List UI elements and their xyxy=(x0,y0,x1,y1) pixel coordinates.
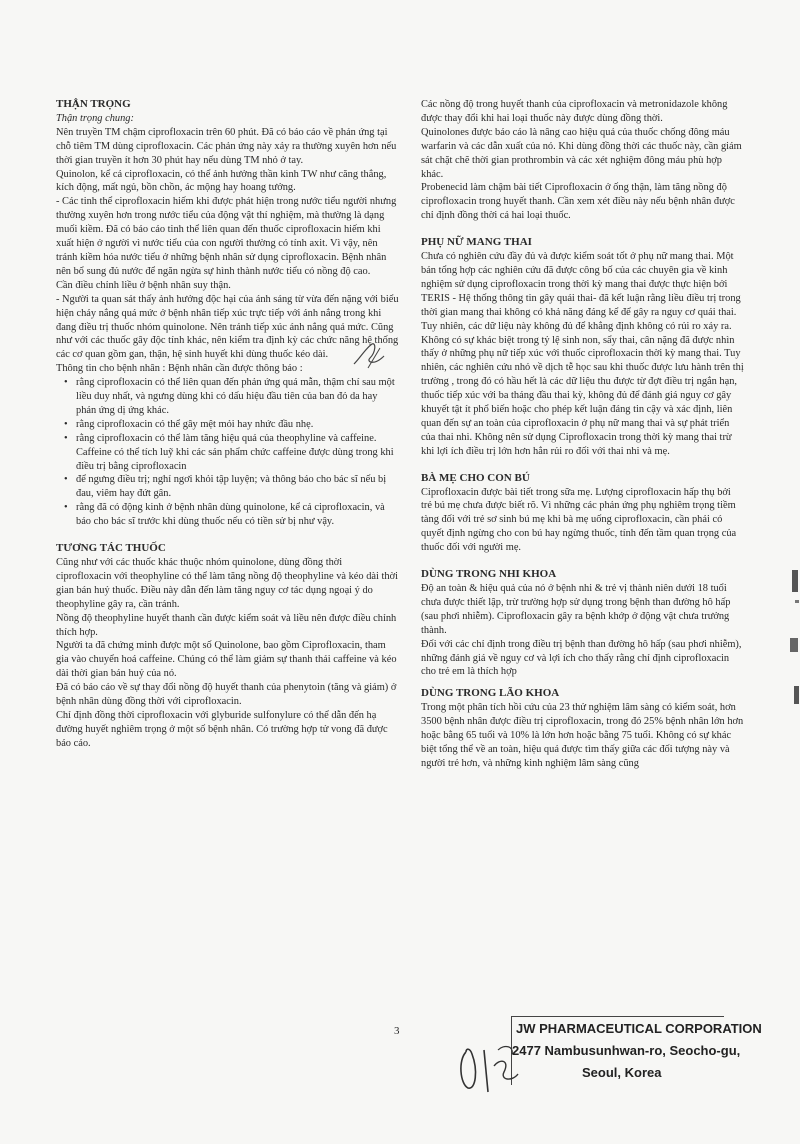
paragraph: Ciprofloxacin được bài tiết trong sữa mẹ. Lượng ciprofloxacin hấp thụ bởi trẻ bú mẹ chưa được biết rõ. Vì những các phản ứng phụ nghiêm trọng tiềm tàng đối với trẻ sơ sinh bú mẹ khi bà mẹ uống ciprofloxacin, cần phải có quyết định ngừng cho con bú hay ngừng thuốc, tính đến tầm quan trọng của thuốc đối với người mẹ. xyxy=(421,486,737,554)
paragraph: Cần điều chỉnh liều ở bệnh nhân suy thận. xyxy=(56,279,231,291)
page-number: 3 xyxy=(394,1025,400,1037)
subheading-than-trong-chung: Thận trọng chung: xyxy=(56,112,134,124)
paragraph: Chỉ định đồng thời ciprofloxacin với glyburide sulfonylure có thể dẫn đến hạ đường huyết nghiêm trọng ở một số bệnh nhân. Có trường hợp tử vong đã được báo cáo. xyxy=(56,709,388,749)
heading-tuong-tac-thuoc: TƯƠNG TÁC THUỐC xyxy=(56,542,166,555)
paragraph: Probenecid làm chậm bài tiết Ciprofloxacin ở ống thận, làm tăng nồng độ ciprofloxacin trong huyết thanh. Cần xem xét điều này nếu bệnh nhân được chỉ định đồng thời cả hai loại thuốc. xyxy=(421,182,735,222)
margin-pen-mark xyxy=(350,338,390,372)
handwritten-signature xyxy=(454,1030,524,1100)
paragraph: - Người ta quan sát thấy ảnh hưởng độc hại của ánh sáng từ vừa đến nặng với biểu hiện cháy nắng quá mức ở bệnh nhân tiếp xúc trực tiếp với ánh nắng trong khi đang điều trị thuốc nhóm quinolone. Nên tránh tiếp xúc ánh nắng quá mức. Cũng như với các thuốc gây độc tính khác, nên kiểm tra định kỳ các chức năng hệ thống các cơ quan gồm gan, thận, hệ sinh huyết khi dùng thuốc kéo dài. xyxy=(56,293,399,361)
list-item: • rằng ciprofloxacin có thể gây mệt mỏi hay nhức đầu nhẹ. xyxy=(76,418,400,432)
paragraph: Chưa có nghiên cứu đầy đủ và được kiểm soát tốt ở phụ nữ mang thai. Một bản tổng hợp các nghiên cứu đã được công bố của các chuyên gia về kinh nghiệm sử dụng ciprofloxacin trong thời kỳ mang thai được thực hiện bởi TERIS - Hệ thống thông tin gây quái thai- đã kết luận rằng liều điều trị trong thời gian mang thai không có khả năng đáng kể để gây ra nguy cơ quái thai. Tuy nhiên, các dữ liệu này không đủ để khẳng định không có rủi ro xảy ra. xyxy=(421,251,741,332)
list-item: • rằng ciprofloxacin có thể liên quan đến phản ứng quá mẫn, thậm chí sau một liều duy nhất, và ngưng dùng khi có dấu hiệu đầu tiên của ban đỏ da hay phản ứng dị ứng khác. xyxy=(76,376,400,418)
paragraph: Nồng độ theophyline huyết thanh cần được kiểm soát và liều nên được điều chỉnh thích hợp. xyxy=(56,612,397,638)
heading-ba-me-cho-con-bu: BÀ MẸ CHO CON BÚ xyxy=(421,471,530,484)
heading-dung-trong-nhi-khoa: DÙNG TRONG NHI KHOA xyxy=(421,568,557,581)
paragraph: Người ta đã chứng minh được một số Quinolone, bao gồm Ciprofloxacin, tham gia vào chuyển hoá caffeine. Chúng có thể làm giảm sự thanh thải caffeine và kéo dài thời gian bán huỷ của nó. xyxy=(56,640,397,680)
paragraph: - Các tinh thể ciprofloxacin hiếm khi được phát hiện trong nước tiểu người nhưng thường xuyên hơn trong nước tiểu của động vật thí nghiệm, mà thường là dạng muối kiềm. Đã có báo cáo tinh thể liên quan đến thuốc ciprofloxacin hiếm khi xuất hiện ở người vì nước tiểu của con người thường có tính axit. Vì vậy, nên tránh kiềm hóa nước tiểu ở những bệnh nhân sử dụng ciprofloxacin. Bệnh nhân nên bổ sung đủ nước để ngăn ngừa sự hình thành nước tiểu có nồng độ cao. xyxy=(56,196,397,277)
paragraph: Đối với các chỉ định trong điều trị bệnh than đường hô hấp (sau phơi nhiễm), những đánh giá về nguy cơ và lợi ích cho thấy rằng chỉ định ciprofloxacin cho trẻ em là thích hợp xyxy=(421,638,742,678)
paragraph: Trong một phân tích hồi cứu của 23 thử nghiệm lâm sàng có kiểm soát, hơn 3500 bệnh nhân được điều trị ciprofloxacin, trong đó 25% bệnh nhân lớn hơn hoặc bằng 65 tuổi và 10% là lớn hơn hoặc bằng 75 tuổi. Không có sự khác biệt tổng thể về an toàn, hiệu quả được tìm thấy giữa các đối tượng này và người trẻ hơn, và những kinh nghiệm lâm sàng cũng xyxy=(421,702,744,769)
left-column xyxy=(56,98,400,751)
heading-dung-trong-lao-khoa: DÙNG TRONG LÃO KHOA xyxy=(421,687,560,700)
paragraph: Độ an toàn & hiệu quả của nó ở bệnh nhi & trẻ vị thành niên dưới 18 tuổi chưa được thiết lập, trừ trường hợp sử dụng trong bệnh than đường hô hấp (sau phơi nhiễm). Ciprofloxacin gây ra bệnh khớp ở động vật chưa trưởng thành. xyxy=(421,583,731,636)
heading-phu-nu-mang-thai: PHỤ NỮ MANG THAI xyxy=(421,236,532,249)
paragraph: Nên truyền TM chậm ciprofloxacin trên 60 phút. Đã có báo cáo về phản ứng tại chỗ tiêm TM dùng ciprofloxacin. Các phản ứng này xảy ra thường xuyên hơn nếu thời gian truyền ít hơn 30 phút hay nếu dùng TM nhỏ ở tay. xyxy=(56,126,397,166)
paragraph: Quinolon, kể cả ciprofloxacin, có thể ảnh hưởng thần kinh TW như căng thẳng, kích động, mất ngủ, bồn chồn, ác mộng hay hoang tưởng. xyxy=(56,168,387,194)
heading-than-trong: THẬN TRỌNG xyxy=(56,98,131,110)
paragraph: Các nồng độ trong huyết thanh của ciprofloxacin và metronidazole không được thay đổi khi hai loại thuốc này được dùng đồng thời. xyxy=(421,99,728,124)
list-item: • để ngưng điều trị; nghỉ ngơi khỏi tập luyện; và thông báo cho bác sĩ nếu bị đau, viêm hay đứt gân. xyxy=(76,473,400,501)
list-item: • rằng đã có động kinh ở bệnh nhân dùng quinolone, kể cả ciprofloxacin, và báo cho bác sĩ trước khi dùng thuốc nếu có tiền sử bị như vậy. xyxy=(76,501,400,529)
paragraph: Thông tin cho bệnh nhân : Bệnh nhân cần được thông báo : xyxy=(56,363,303,375)
right-column xyxy=(421,98,744,771)
paragraph: Cũng như với các thuốc khác thuộc nhóm quinolone, dùng đồng thời ciprofloxacin với theophyline có thể làm tăng nồng độ theophyline và kéo dài thời gian bán huỷ thuốc. Điều này dẫn đến làm tăng nguy cơ tác dụng ngoại ý do theophyline gây ra, cần tránh. xyxy=(56,557,398,610)
scan-edge-marks xyxy=(784,560,800,720)
stamp-city-line: Seoul, Korea xyxy=(582,1065,662,1080)
paragraph: Không có sự khác biệt trong tỷ lệ sinh non, sẩy thai, cân nặng đã được nhìn thấy ở những phụ nữ tiếp xúc với thuốc ciprofloxacin thời kỳ mang thai. Tuy nhiên, các nghiên cứu nhỏ về dịch tễ học sau khi thuốc được lưu hành trên thị trường , trong đó có hầu hết là các dữ liệu thu được từ đợt điều trị ngắn hạn, thuốc tiếp xúc với ba tháng đầu thai kỳ, không đủ để đánh giá nguy cơ gây khuyết tật ít phổ biến hoặc cho phép kết luận đáng tin cậy và xác định, liên quan đến sự an toàn của ciprofloxacin ở phụ nữ mang thai và sự phát triển của thai nhi. Không nên sử dụng Ciprofloxacin trong thời kỳ mang thai trừ khi lợi ích điều trị lớn hơn hẳn rủi ro đối với thai nhi và mẹ. xyxy=(421,334,744,457)
paragraph: Quinolones được báo cáo là nâng cao hiệu quả của thuốc chống đông máu warfarin và các dẫn xuất của nó. Khi dùng đồng thời các thuốc này, cần giám sát chặt chẽ thời gian prothrombin và các xét nghiệm đông máu phù hợp khác. xyxy=(421,126,742,180)
paragraph: Đã có báo cáo về sự thay đổi nồng độ huyết thanh của phenytoin (tăng và giảm) ở bệnh nhân dùng đồng thời với ciprofloxacin. xyxy=(56,682,397,708)
stamp-address-line: 2477 Nambusunhwan-ro, Seocho-gu, xyxy=(512,1043,741,1058)
list-item: • rằng ciprofloxacin có thể làm tăng hiệu quả của theophyline và caffeine. Caffeine có thể tích luỹ khi các sản phẩm chức caffeine được dùng trong khi điều trị bằng ciprofloxacin xyxy=(76,432,400,474)
company-stamp xyxy=(511,1016,762,1085)
stamp-company-name: JW PHARMACEUTICAL CORPORATION xyxy=(516,1021,762,1036)
patient-info-list xyxy=(56,376,400,529)
